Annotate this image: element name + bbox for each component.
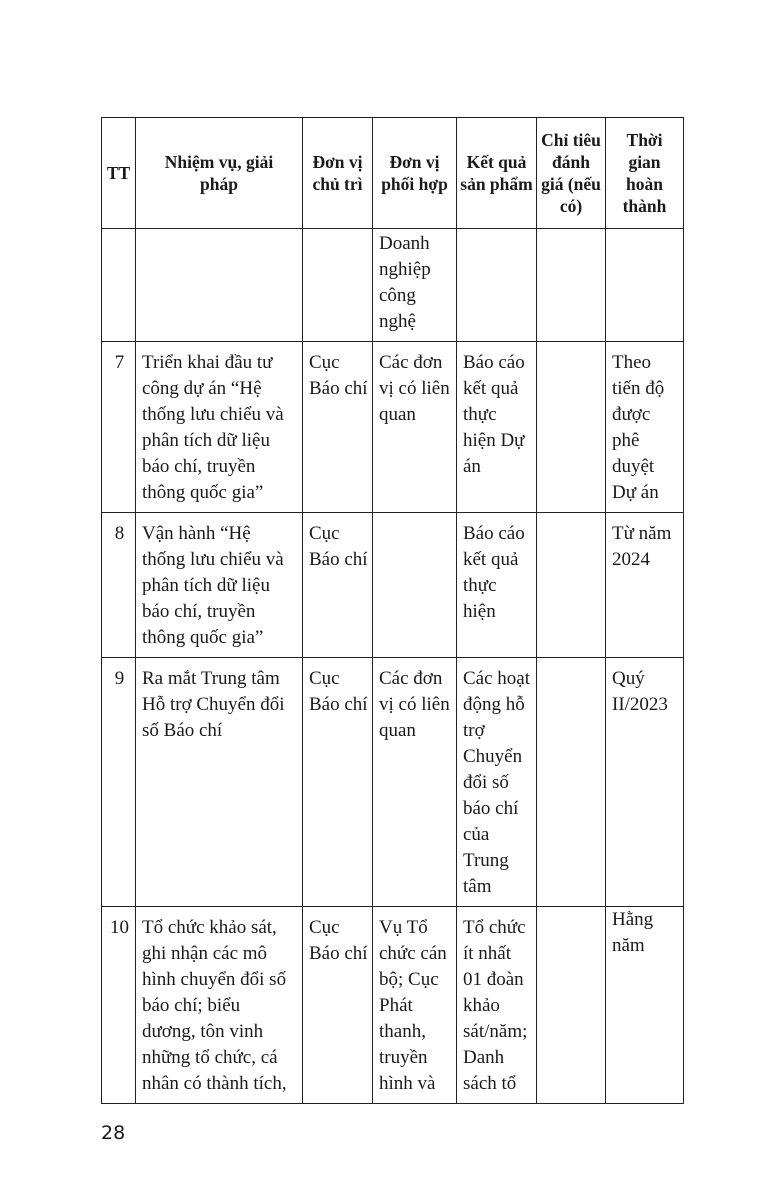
- cell-result: [457, 229, 537, 342]
- cell-lead: Cục Báo chí: [303, 907, 373, 1104]
- cell-coordinate: Các đơn vị có liên quan: [373, 658, 457, 907]
- table-row: [102, 658, 684, 907]
- header-deadline: Thời gian hoàn thành: [606, 118, 684, 229]
- cell-task: Ra mắt Trung tâm Hỗ trợ Chuyển đổi số Báo chí: [136, 658, 303, 907]
- cell-tt: 9: [102, 658, 136, 907]
- cell-tt: 7: [102, 342, 136, 513]
- cell-deadline: Hằng năm: [606, 907, 684, 1104]
- header-row: [102, 118, 684, 229]
- header-tt: TT: [102, 118, 136, 229]
- cell-indicator: [537, 513, 606, 658]
- cell-result: Báo cáo kết quả thực hiện Dự án: [457, 342, 537, 513]
- cell-coordinate: Các đơn vị có liên quan: [373, 342, 457, 513]
- cell-indicator: [537, 658, 606, 907]
- cell-tt: 8: [102, 513, 136, 658]
- cell-indicator: [537, 907, 606, 1104]
- cell-lead: Cục Báo chí: [303, 342, 373, 513]
- cell-deadline: [606, 229, 684, 342]
- cell-indicator: [537, 342, 606, 513]
- cell-deadline: Quý II/2023: [606, 658, 684, 907]
- cell-deadline: Từ năm 2024: [606, 513, 684, 658]
- table-row: [102, 229, 684, 342]
- header-coordinate: Đơn vị phối hợp: [373, 118, 457, 229]
- plan-table: [101, 117, 684, 1104]
- page-number: 28: [101, 1122, 126, 1144]
- cell-result: Tổ chức ít nhất 01 đoàn khảo sát/năm; Danh sách tổ: [457, 907, 537, 1104]
- header-task: Nhiệm vụ, giải pháp: [136, 118, 303, 229]
- cell-lead: Cục Báo chí: [303, 513, 373, 658]
- cell-tt: [102, 229, 136, 342]
- cell-task: Vận hành “Hệ thống lưu chiểu và phân tích dữ liệu báo chí, truyền thông quốc gia”: [136, 513, 303, 658]
- cell-indicator: [537, 229, 606, 342]
- header-result: Kết quả sản phẩm: [457, 118, 537, 229]
- cell-tt: 10: [102, 907, 136, 1104]
- cell-lead: [303, 229, 373, 342]
- cell-lead: Cục Báo chí: [303, 658, 373, 907]
- cell-deadline: Theo tiến độ được phê duyệt Dự án: [606, 342, 684, 513]
- cell-coordinate: Doanh nghiệp công nghệ: [373, 229, 457, 342]
- cell-task: Tổ chức khảo sát, ghi nhận các mô hình chuyển đổi số báo chí; biểu dương, tôn vinh những tổ chức, cá nhân có thành tích,: [136, 907, 303, 1104]
- cell-coordinate: Vụ Tổ chức cán bộ; Cục Phát thanh, truyền hình và: [373, 907, 457, 1104]
- table-row: [102, 513, 684, 658]
- cell-task: [136, 229, 303, 342]
- table-row: [102, 342, 684, 513]
- header-indicator: Chỉ tiêu đánh giá (nếu có): [537, 118, 606, 229]
- table-row: [102, 907, 684, 1104]
- cell-result: Báo cáo kết quả thực hiện: [457, 513, 537, 658]
- cell-task: Triển khai đầu tư công dự án “Hệ thống lưu chiểu và phân tích dữ liệu báo chí, truyền thông quốc gia”: [136, 342, 303, 513]
- cell-result: Các hoạt động hỗ trợ Chuyển đổi số báo chí của Trung tâm: [457, 658, 537, 907]
- header-lead: Đơn vị chủ trì: [303, 118, 373, 229]
- cell-coordinate: [373, 513, 457, 658]
